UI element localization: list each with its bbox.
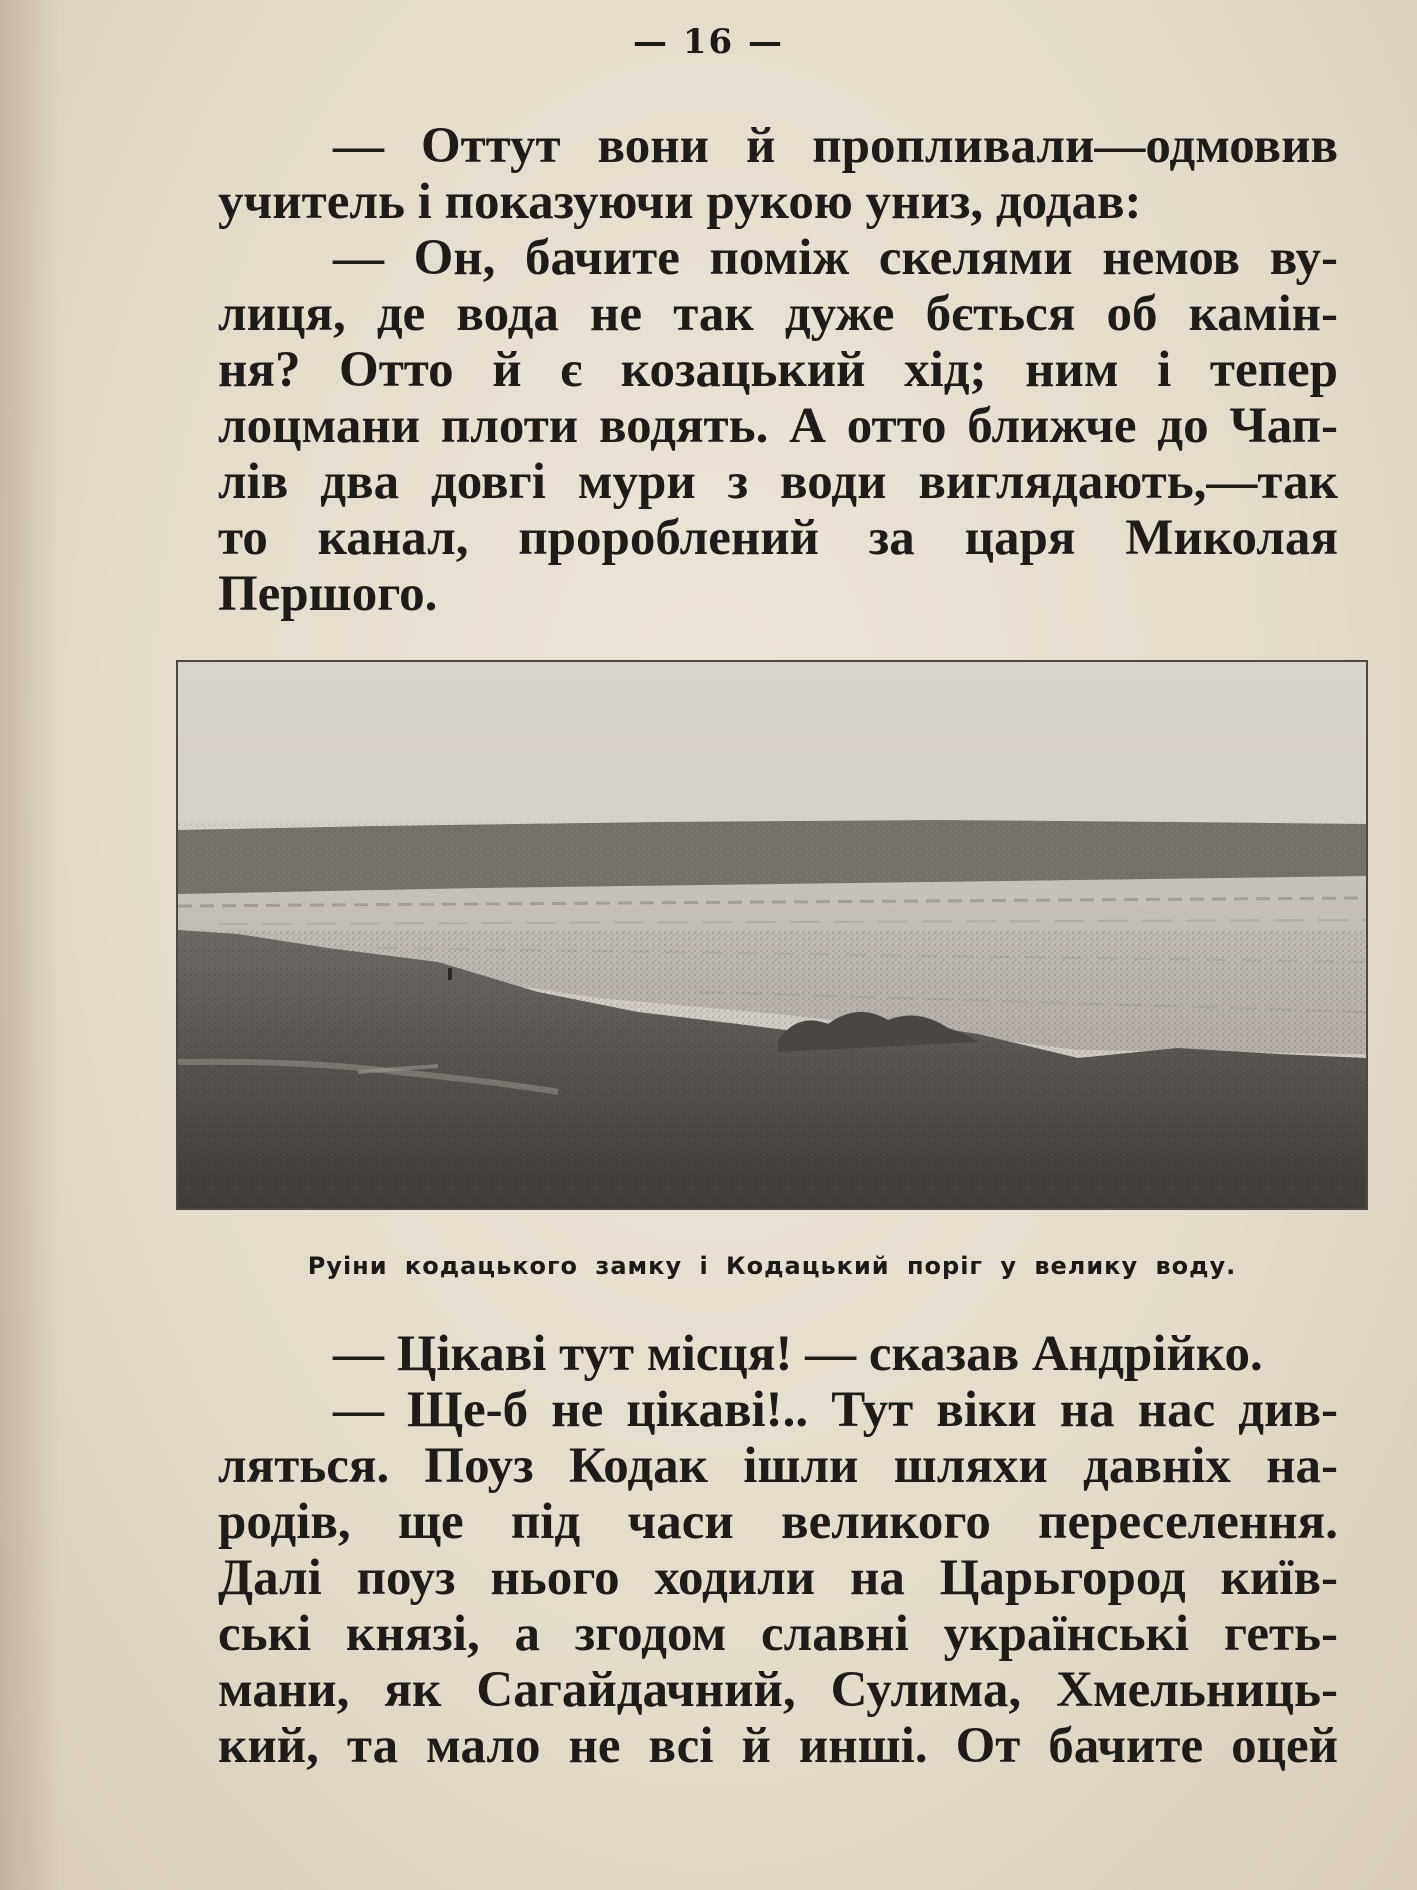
text-line: ляться. Поуз Кодак ішли шляхи давніх на- bbox=[218, 1438, 1338, 1494]
text-line: ські князі, а згодом славні українські геть- bbox=[218, 1606, 1338, 1662]
text-line: ня? Отто й є козацький хід; ним і тепер bbox=[218, 342, 1338, 398]
photo-river-landscape bbox=[176, 660, 1368, 1210]
text-block-bottom bbox=[218, 1326, 1338, 1774]
text-line: — Цікаві тут місця! — сказав Андрійко. bbox=[333, 1326, 1263, 1382]
text-line: Першого. bbox=[218, 566, 438, 622]
text-line: мани, як Сагайдачний, Сулима, Хмельниць- bbox=[218, 1662, 1338, 1718]
page-number: — 16 — bbox=[633, 22, 784, 62]
text-line: кий, та мало не всі й инші. От бачите оцей bbox=[218, 1718, 1338, 1774]
text-line: лиця, де вода не так дуже бється об камін- bbox=[218, 286, 1338, 342]
text-line: — Оттут вони й пропливали—одмовив bbox=[333, 118, 1338, 174]
text-block-top bbox=[218, 118, 1338, 622]
text-line: — Он, бачите поміж скелями немов ву- bbox=[333, 230, 1338, 286]
figure-caption: Руіни кодацького замку і Кодацький поріг у велику воду. bbox=[307, 1252, 1237, 1280]
text-line: то канал, пророблений за царя Миколая bbox=[218, 510, 1338, 566]
page-gutter-shadow bbox=[0, 0, 60, 1890]
text-line: — Ще-б не цікаві!.. Тут віки на нас див- bbox=[333, 1382, 1338, 1438]
text-line: лів два довгі мури з води виглядають,—так bbox=[218, 454, 1338, 510]
text-line: учитель і показуючи рукою униз, додав: bbox=[218, 174, 1142, 230]
text-line: родів, ще під часи великого переселення. bbox=[218, 1494, 1338, 1550]
text-line: лоцмани плоти водять. А отто ближче до Чап- bbox=[218, 398, 1338, 454]
text-line: Далі поуз нього ходили на Царьгород київ- bbox=[218, 1550, 1338, 1606]
